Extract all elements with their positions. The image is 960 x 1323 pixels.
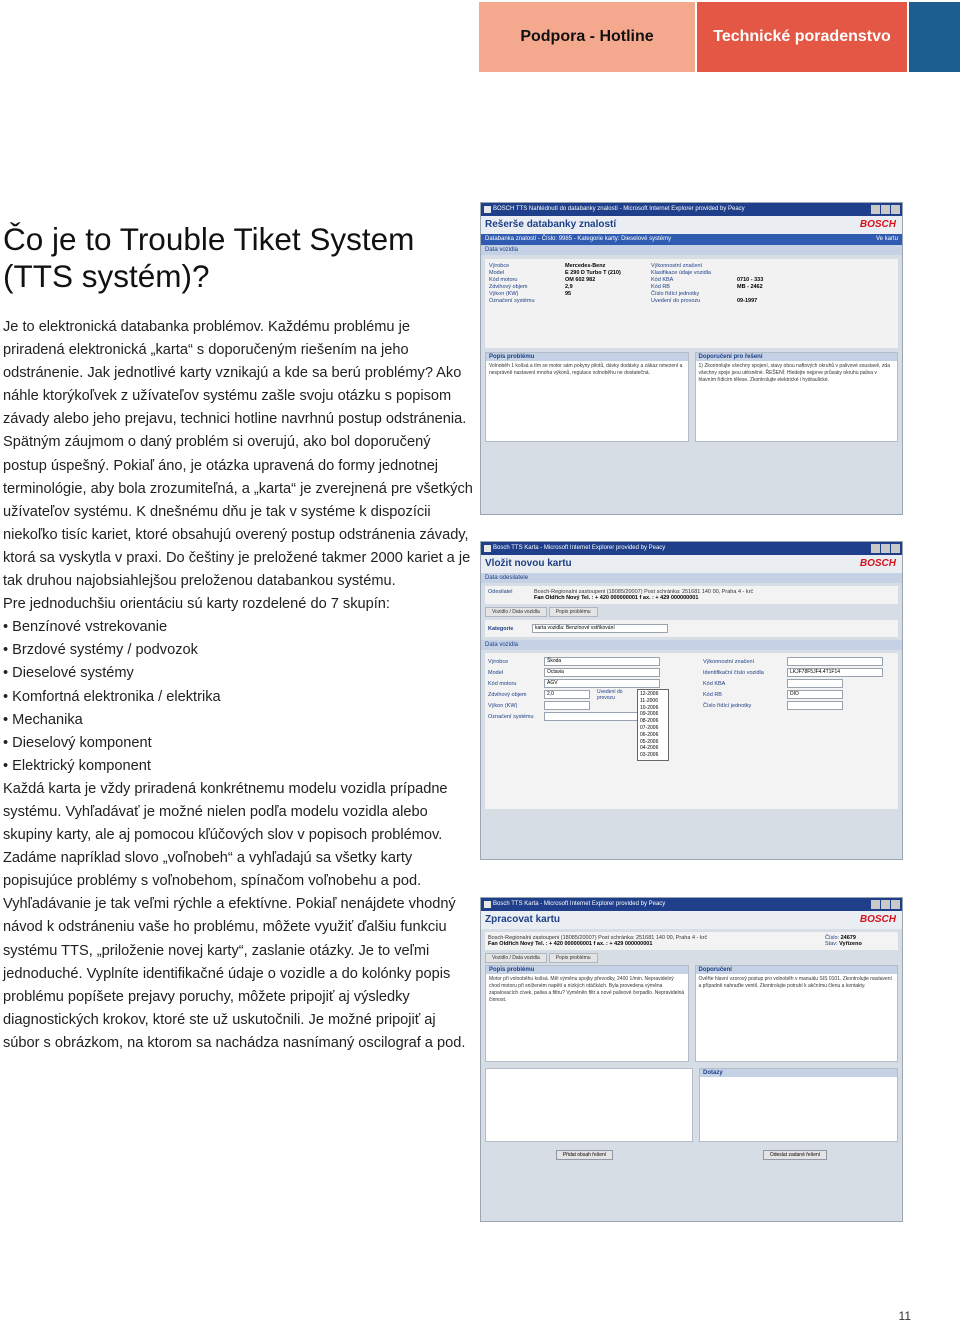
to-card-link[interactable]: Ve kartu [875,236,898,242]
displacement-input[interactable]: 2,0 [544,690,590,699]
field-value: OM 602 982 [565,277,596,283]
vin-input[interactable]: LKJF78F5JF4.4T1F14 [787,668,883,677]
date-option[interactable]: 12-2006 [640,691,659,697]
tab-technical-advisory[interactable]: Technické poradenstvo [697,2,907,72]
field-value: MB - 2462 [737,284,763,290]
solution-header: Doporučení pro řešení [696,353,898,361]
list-item: • Brzdové systémy / podvozok [3,639,473,662]
field-value: 95 [565,291,572,297]
card-status: Vyřízeno [839,941,862,947]
bosch-logo: BOSCH [859,558,896,569]
date-option[interactable]: 07-2006 [640,724,659,731]
date-option[interactable]: 06-2006 [640,731,659,738]
sender-contact: Fan Oldřich Nový Tel. : + 420 000000001 f ax. : + 429 000000001 [488,941,653,947]
paragraph-intro: Je to elektronická databanka problémov. Každému problému je priradená elektronická „karta“ s doporučeným riešením na jeho odstránenie. Jak jednotlivé karty vznikajú a kde sa berú problémy? Ako náhle ktorýkoľvek z užívateľov systému zašle svoju otázku s popisom závady alebo jeho prejavu, technici hotline navrhnú postup odstránenia. Spätným záujmom o daný problém si overujú, ako bol doporučený postup úspešný. Pokiaľ áno, je otázka upravená do formy jednotnej terminológie, aby bola zrozumiteľná, a „karta“ je zverejnená pre všetkých užívateľov systému. K dnešnému dňu je tak v systéme k dispozícii niekoľko tisíc kariet, ktoré obsahujú overený postup odstránenia závady, ktorá sa vyskytla v praxi. Do češtiny je preložené takmer 2000 kariet a je tak druhou najobsiahlejšou preloženou databankou systému. [3,319,473,590]
tab-problem-description[interactable]: Popis problému [549,953,598,963]
label-kba: Kód KBA [703,680,726,687]
field-label: Číslo řídící jednotky [651,291,700,297]
vehicle-data-panel [485,259,898,348]
title-line-1: Čo je to Trouble Tiket System [3,221,415,257]
card-number-label: Číslo: [825,935,840,941]
solution-box [695,352,899,442]
list-item: • Dieselový komponent [3,732,473,755]
field-label: Uvedení do provozu [651,298,701,304]
field-label: Model [489,270,504,276]
questions-box [699,1068,898,1142]
category-label: Kategorie [488,625,514,632]
problem-box [485,352,689,442]
card-status-label: Stav: [825,941,838,947]
field-value: 09-1997 [737,298,758,304]
paragraph-groups-intro: Pre jednoduchšiu orientáciu sú karty rozdelené do 7 skupín: [3,596,390,613]
section-sender: Data odesilatele [481,573,902,583]
date-option[interactable]: 08-2006 [640,718,659,725]
date-option[interactable]: 05-2006 [640,738,659,745]
solution-text: 1) Zkontrolujte všechny spojení, stavy obou naftových okruhů v palivové soustavě, zda všechny spoje jsou utěsněné. ŘEŠENÍ: Hledejte nejprve průsaky okruhu paliva v hlavním řídicím tělese. Zkontrolujte elektrické i hydraulické. [698,363,890,383]
label-ecu-number: Číslo řídící jednotky [703,702,752,709]
field-label: Výkonnostní značení [651,263,703,269]
problem-box [485,965,689,1062]
label-system: Označení systému [488,713,534,720]
field-label: Zdvihový objem [489,284,528,290]
engine-code-select[interactable]: AGV [544,679,660,688]
screenshot-knowledge-search [480,202,903,515]
section-vehicle-data: Data vozidla [481,245,902,255]
send-solution-button[interactable]: Odeslat zadané řešení [763,1150,827,1160]
bosch-logo: BOSCH [859,914,896,925]
problem-header: Popis problému [486,353,688,361]
sender-label: Odesilatel [488,589,513,595]
problem-text: Motor při volnoběhu kolísá. Měl výměnu spojky převodky, 2400 1/min. Nepravidelný chod motoru při sníženém napětí a nízkých otáčkách. Byla provedena výměna zapalovacích cívek, paliva a filtru? Vyměněn filtr a nové palivové čerpadlo. Nepravidelná činnost. [489,976,685,1003]
article-title [3,221,473,295]
title-line-2: (TTS systém)? [3,258,210,294]
window-title: BOSCH TTS Nahlédnutí do databanky znalostí - Microsoft Internet Explorer provided by Peacy [493,206,745,212]
field-label: Kód RB [651,284,670,290]
ie-icon [484,901,491,908]
solution-box [695,965,899,1062]
category-row [485,620,898,637]
power-input[interactable] [544,701,590,710]
label-displacement: Zdvihový objem [488,691,527,698]
window-titlebar [481,203,902,216]
window-titlebar [481,542,902,555]
action-buttons [481,1150,902,1160]
window-controls[interactable] [871,544,900,553]
label-vin: Identifikační číslo vozidla [703,669,764,676]
solution-text: Ověřte hlavní vzorový postup pro volnoběh v manuálu SIS 0101. Zkontrolujte nastavení a případně nahraďte ventil. Zkontrolujte potrubí k akčnímu členu a kontakty. [698,976,892,989]
field-label: Kód KBA [651,277,674,283]
sender-panel [485,932,898,950]
notes-row [485,1068,898,1142]
model-select[interactable]: Octavia [544,668,660,677]
field-label: Klasifikace údaje vozidla [651,270,711,276]
screen-title: Vložit novou kartu [485,558,572,569]
tab-support-hotline[interactable]: Podpora - Hotline [479,2,695,72]
ecu-number-input[interactable] [787,701,843,710]
ie-icon [484,545,491,552]
label-model: Model [488,669,503,676]
screenshot-new-card [480,541,903,860]
label-power-marking: Výkonnostní značení [703,658,755,665]
vehicle-data-grid [485,259,898,308]
category-select[interactable]: karta vozidla: Benzínové vstřikování [532,624,668,633]
problem-solution-row [485,352,898,442]
app-title [481,216,902,234]
ie-icon [484,206,491,213]
sender-panel [485,586,898,604]
rb-input[interactable]: DIO [787,690,843,699]
list-item: • Mechanika [3,709,473,732]
screenshot-process-card [480,897,903,1222]
window-title: Bosch TTS Karta - Microsoft Internet Explorer provided by Peacy [493,545,666,551]
label-manufacturer: Výrobce [488,658,509,665]
date-option[interactable]: 03-2006 [640,752,659,759]
tab-vehicle-data[interactable]: Vozidlo / Data vozidla [485,953,547,963]
field-value: E 290 D Turbo T (210) [565,270,621,276]
solution-header: Doporučení [696,966,898,974]
window-controls[interactable] [871,205,900,214]
app-title [481,911,902,929]
date-option[interactable]: 10-2006 [640,704,659,711]
date-option[interactable]: 11-2006 [640,697,658,704]
list-item: • Komfortná elektronika / elektrika [3,686,473,709]
problem-text: Volnoběh 1 kolísá a tím se motor sám pokyny pilotů, dávky dodávky a zákaz omezení a nesprávně nastavení mnoha výkonů, regulace volnoběhu ne dostatečná. [489,363,683,376]
vehicle-form [485,653,898,809]
header-accent-block [909,2,960,72]
field-value: 2,9 [565,284,573,290]
empty-box [485,1068,693,1142]
sender-address: Bosch-Regionalni zastoupeni (18085/20007) Post schránka: 251681 140 00, Praha 4 - krč [534,589,754,595]
kba-input[interactable] [787,679,843,688]
field-value [565,298,645,304]
field-value [737,270,817,276]
power-marking-input[interactable] [787,657,883,666]
sender-address: Bosch-Regionalni zastoupeni (18085/20007) Post schránka: 251681 140 00, Praha 4 - krč [488,935,708,941]
date-option[interactable]: 09-2006 [640,711,659,718]
label-commissioning: Uvedení do provozu [597,689,623,701]
tab-problem-description[interactable]: Popis problému [549,607,598,617]
label-engine-code: Kód motoru [488,680,517,687]
field-label: Kód motoru [489,277,518,283]
field-value [737,291,817,297]
field-value [737,263,817,269]
field-label: Výkon (KW) [489,291,519,297]
card-tabs [485,953,898,963]
card-info-bar [481,234,902,245]
window-titlebar [481,898,902,911]
label-power: Výkon (KW) [488,702,518,709]
manufacturer-select[interactable]: Škoda [544,657,660,666]
field-label: Označení systému [489,298,535,304]
bosch-logo: BOSCH [859,219,896,230]
sender-contact: Fan Oldřich Nový Tel. : + 420 000000001 f ax. : + 429 000000001 [534,595,699,601]
window-title: Bosch TTS Karta - Microsoft Internet Explorer provided by Peacy [493,901,666,907]
paragraph-search: Každá karta je vždy priradená konkrétnemu modelu vozidla prípadne systému. Vyhľadávať je možné nielen podľa modelu vozidla alebo skupiny karty, ale aj pomocou kľúčových slov v popisoch problémov. Zadáme napríklad slovo „voľnobeh“ a vyhľadajú sa všetky karty popisujúce problémy s voľnobehom, spínačom voľnobehu a pod. Vyhľadávanie je tak veľmi rýchle a efektívne. Pokiaľ nenájdete vhodný návod k odstráneniu vaše ho problému, môžete využiť ďalšiu funkciu systému TTS, „priloženie novej karty“, zaslanie otázky. Je to veľmi jednoduché. Vyplníte identifikačné údaje o vozidle a do kolónky popis problému popíšete prejavy poruchy, môžete pripojiť aj výsledky diagnostických krokov, ktoré ste už uskutočnili. Je možné pripojiť aj súbor s obrázkom, na ktorom sa nachádza nasnímaný oscilograf a pod. [3,780,466,1051]
window-controls[interactable] [871,900,900,909]
add-solution-button[interactable]: Přidat obsah řešení [556,1150,613,1160]
app-title [481,555,902,573]
section-vehicle-data: Data vozidla [481,640,902,650]
field-value: Mercedes-Benz [565,263,606,269]
page-number: 11 [898,1309,911,1323]
list-item: • Elektrický komponent [3,755,473,778]
group-list [3,616,473,778]
screen-title: Zpracovat kartu [485,914,561,925]
list-item: • Dieselové systémy [3,662,473,685]
problem-solution-row [485,965,898,1062]
card-number: 24679 [840,935,856,941]
field-label: Výrobce [489,263,510,269]
problem-header: Popis problému [486,966,688,974]
list-item: • Benzínové vstrekovanie [3,616,473,639]
article-body [3,316,473,1055]
card-info-text: Databanka znalostí - Číslo: 9985 - Kategorie karty: Dieselové systémy [485,236,672,242]
questions-header: Dotazy [700,1069,897,1077]
tab-vehicle-data[interactable]: Vozidlo / Data vozidla [485,607,547,617]
field-value: 0710 - 333 [737,277,764,283]
date-option[interactable]: 04-2006 [640,745,659,752]
label-rb: Kód RB [703,691,722,698]
screen-title: Rešerše databanky znalostí [485,219,617,230]
card-tabs [485,607,898,617]
commissioning-date-list[interactable] [637,689,669,761]
